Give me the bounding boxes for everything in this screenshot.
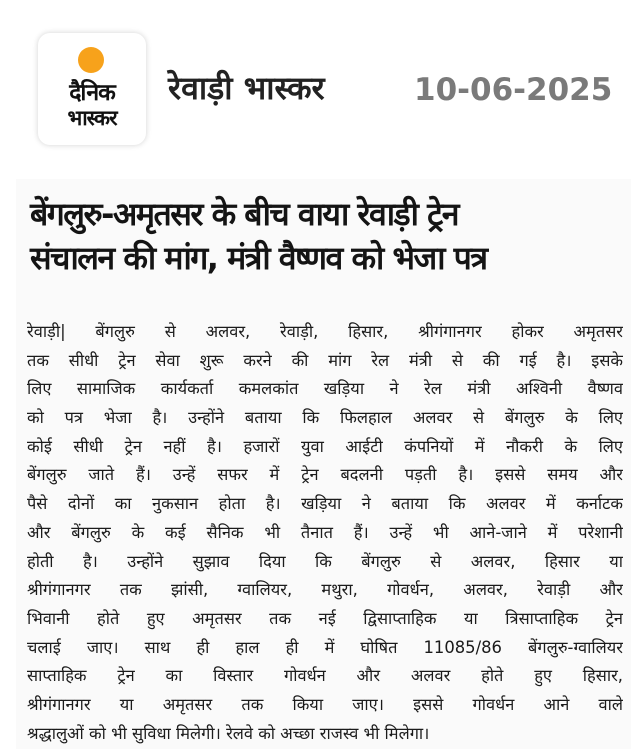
logo-line-1: दैनिक: [69, 80, 115, 106]
body-line: भिवानी होते हुए अमृतसर तक नई द्विसाप्ताहिक या त्रिसाप्ताहिक ट्रेन: [27, 608, 623, 628]
body-line: और बेंगलुरु के कई सैनिक भी तैनात हैं। उन्हें भी आने-जाने में परेशानी: [27, 522, 623, 542]
body-line: रेवाड़ी| बेंगलुरु से अलवर, रेवाड़ी, हिसार, श्रीगंगानगर होकर अमृतसर: [27, 322, 623, 341]
page-header: [0, 0, 639, 160]
sun-icon: [78, 47, 104, 73]
body-line: साप्ताहिक ट्रेन का विस्तार गोवर्धन और अलवर होते हुए हिसार,: [27, 666, 623, 686]
body-line: तक सीधी ट्रेन सेवा शुरू करने की मांग रेल मंत्री से की गई है। इसके: [27, 350, 623, 370]
headline-line-2: संचालन की मांग, मंत्री वैष्णव को भेजा पत्र: [30, 239, 487, 277]
headline-line-1: बेंगलुरु-अमृतसर के बीच वाया रेवाड़ी ट्रेन: [30, 195, 458, 233]
body-line: कोई सीधी ट्रेन नहीं है। हजारों युवा आईटी कंपनियों में नौकरी के लिए: [27, 436, 623, 456]
body-line: श्रीगंगानगर तक झांसी, ग्वालियर, मथुरा, गोवर्धन, अलवर, रेवाड़ी और: [27, 580, 623, 600]
edition-date: 10-06-2025: [414, 72, 613, 108]
article-headline: [30, 192, 616, 280]
body-line: बेंगलुरु जाते हैं। उन्हें सफर में ट्रेन बदलनी पड़ती है। इससे समय और: [27, 465, 623, 485]
edition-title: रेवाड़ी भास्कर: [168, 69, 325, 107]
body-line: को पत्र भेजा है। उन्होंने बताया कि फिलहाल अलवर से बेंगलुरु के लिए: [27, 408, 623, 428]
body-line: होती है। उन्होंने सुझाव दिया कि बेंगलुरु से अलवर, हिसार या: [27, 551, 623, 571]
body-line: श्रीगंगानगर या अमृतसर तक किया जाए। इससे गोवर्धन आने वाले: [27, 694, 623, 714]
article-body: [27, 318, 623, 748]
body-line: लिए सामाजिक कार्यकर्ता कमलकांत खड़िया ने रेल मंत्री अश्विनी वैष्णव: [27, 379, 623, 399]
body-line-last: श्रद्धालुओं को भी सुविधा मिलेगी। रेलवे को अच्छा राजस्व भी मिलेगा।: [27, 723, 430, 743]
body-line: पैसे दोनों का नुकसान होता है। खड़िया ने बताया कि अलवर में कर्नाटक: [27, 494, 623, 514]
dainik-bhaskar-logo[interactable]: [38, 33, 146, 145]
logo-line-2: भास्कर: [67, 106, 117, 130]
body-line: चलाई जाए। साथ ही हाल ही में घोषित 11085/86 बेंगलुरु-ग्वालियर: [27, 637, 623, 657]
